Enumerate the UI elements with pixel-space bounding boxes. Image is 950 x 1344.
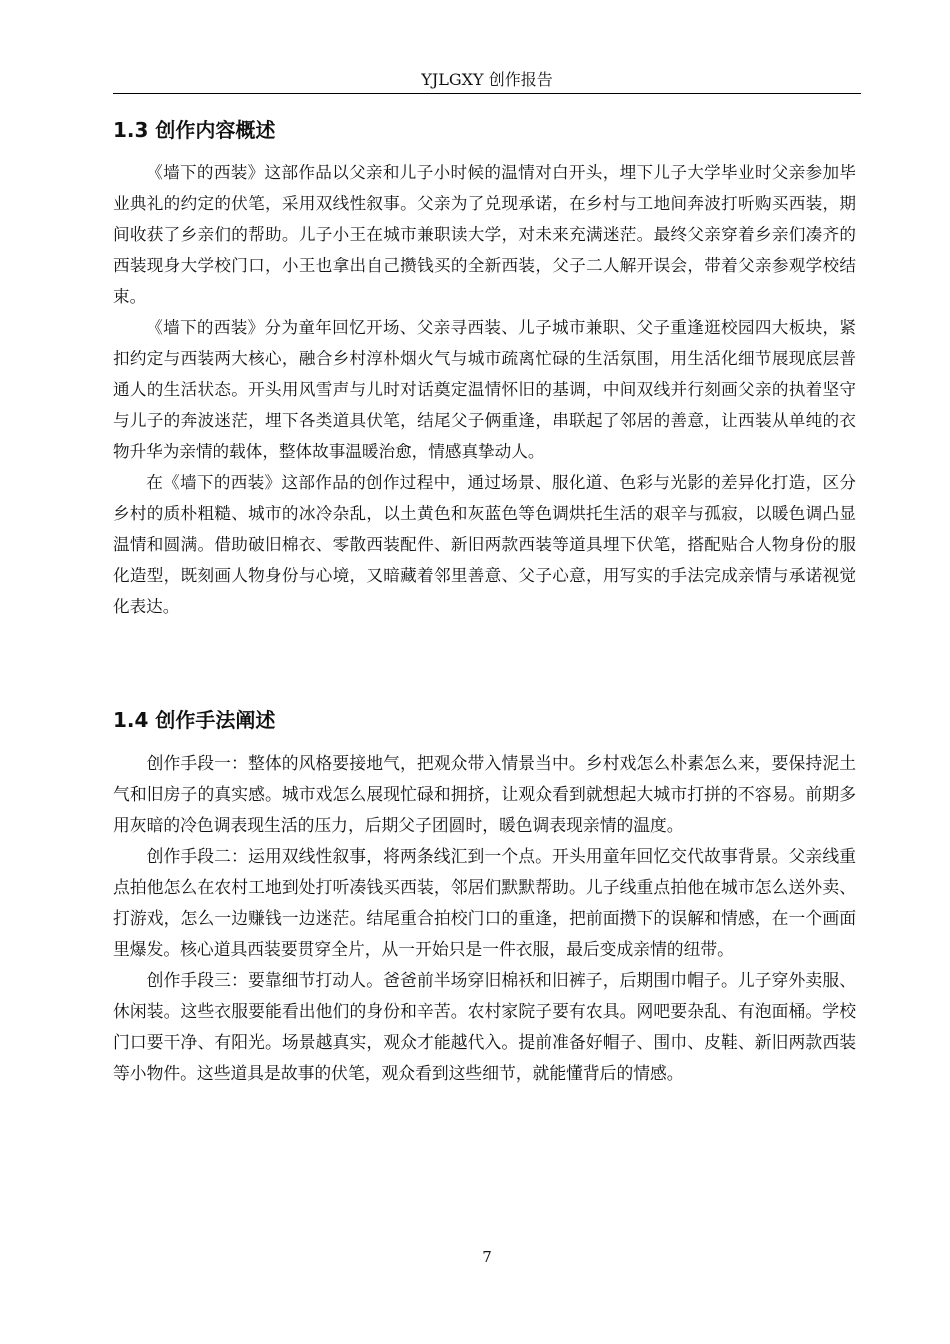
page-number: 7 — [482, 1248, 492, 1266]
section-body-1-4 — [113, 748, 856, 1089]
paragraph: 在《墙下的西装》这部作品的创作过程中，通过场景、服化道、色彩与光影的差异化打造，区分乡村的质朴粗糙、城市的冰冷杂乱，以土黄色和灰蓝色等色调烘托生活的艰辛与孤寂，以暖色调凸显温情和圆满。借助破旧棉衣、零散西装配件、新旧两款西装等道具埋下伏笔，搭配贴合人物身份的服化造型，既刻画人物身份与心境，又暗藏着邻里善意、父子心意，用写实的手法完成亲情与承诺视觉化表达。 — [113, 473, 856, 616]
header-rule — [113, 93, 861, 94]
paragraph: 创作手段三：要靠细节打动人。爸爸前半场穿旧棉袄和旧裤子，后期围巾帽子。儿子穿外卖服、休闲装。这些衣服要能看出他们的身份和辛苦。农村家院子要有农具。网吧要杂乱、有泡面桶。学校门口要干净、有阳光。场景越真实，观众才能越代入。提前准备好帽子、围巾、皮鞋、新旧两款西装等小物件。这些道具是故事的伏笔，观众看到这些细节，就能懂背后的情感。 — [113, 970, 856, 1083]
paragraph: 《墙下的西装》分为童年回忆开场、父亲寻西装、儿子城市兼职、父子重逢逛校园四大板块，紧扣约定与西装两大核心，融合乡村淳朴烟火气与城市疏离忙碌的生活氛围，用生活化细节展现底层普通人的生活状态。开头用风雪声与儿时对话奠定温情怀旧的基调，中间双线并行刻画父亲的执着坚守与儿子的奔波迷茫，埋下各类道具伏笔，结尾父子俩重逢，串联起了邻居的善意，让西装从单纯的衣物升华为亲情的载体，整体故事温暖治愈，情感真挚动人。 — [113, 318, 856, 461]
paragraph: 创作手段一：整体的风格要接地气，把观众带入情景当中。乡村戏怎么朴素怎么来，要保持泥土气和旧房子的真实感。城市戏怎么展现忙碌和拥挤，让观众看到就想起大城市打拼的不容易。前期多用灰暗的冷色调表现生活的压力，后期父子团圆时，暖色调表现亲情的温度。 — [113, 753, 856, 835]
section-heading-1-3: 1.3 创作内容概述 — [113, 118, 276, 142]
paragraph: 《墙下的西装》这部作品以父亲和儿子小时候的温情对白开头，埋下儿子大学毕业时父亲参加毕业典礼的约定的伏笔，采用双线性叙事。父亲为了兑现承诺，在乡村与工地间奔波打听购买西装，期间收获了乡亲们的帮助。儿子小王在城市兼职读大学，对未来充满迷茫。最终父亲穿着乡亲们凑齐的西装现身大学校门口，小王也拿出自己攒钱买的全新西装，父子二人解开误会，带着父亲参观学校结束。 — [113, 163, 856, 306]
running-header: YJLGXY 创作报告 — [421, 70, 553, 89]
section-body-1-3 — [113, 157, 856, 622]
section-heading-1-4: 1.4 创作手法阐述 — [113, 708, 276, 732]
paragraph: 创作手段二：运用双线性叙事，将两条线汇到一个点。开头用童年回忆交代故事背景。父亲线重点拍他怎么在农村工地到处打听凑钱买西装，邻居们默默帮助。儿子线重点拍他在城市怎么送外卖、打游戏，怎么一边赚钱一边迷茫。结尾重合拍校门口的重逢，把前面攒下的误解和情感，在一个画面里爆发。核心道具西装要贯穿全片，从一开始只是一件衣服，最后变成亲情的纽带。 — [113, 846, 856, 959]
